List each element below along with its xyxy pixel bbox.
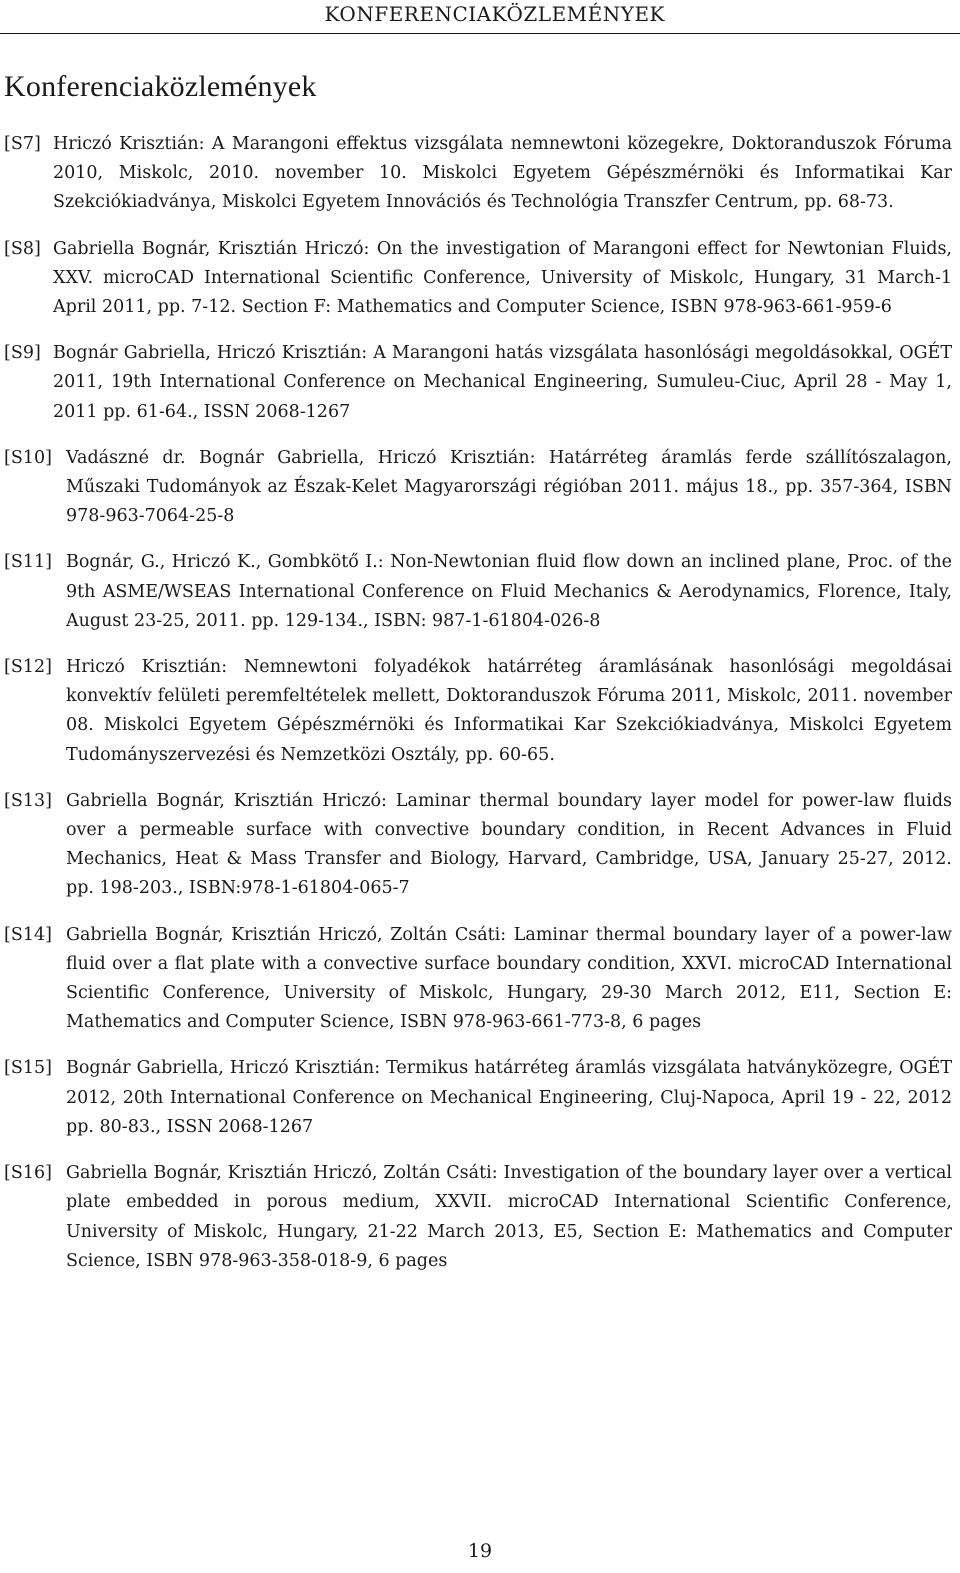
- reference-text: Hriczó Krisztián: Nemnewtoni folyadékok határréteg áramlásának hasonlósági megoldásai konvektív felületi peremfeltételek mellett, Doktoranduszok Fóruma 2011, Miskolc, 2011. november 08. Miskolci Egyetem Gépészmérnöki és Informatikai Kar Szekciókiadványa, Miskolci Egyetem Tudományszervezési és Nemzetközi Osztály, pp. 60-65.: [66, 657, 952, 765]
- reference-s16: [4, 1159, 952, 1276]
- running-header: KONFERENCIAKÖZLEMÉNYEK: [324, 2, 665, 26]
- reference-s15: [4, 1054, 952, 1142]
- reference-s9: [4, 339, 952, 427]
- reference-label: [S10]: [4, 447, 52, 468]
- reference-s10: [4, 444, 952, 532]
- reference-text: Gabriella Bognár, Krisztián Hriczó, Zoltán Csáti: Laminar thermal boundary layer of a power-law fluid over a flat plate with a convective surface boundary condition, XXVI. microCAD International Scientific Conference, University of Miskolc, Hungary, 29-30 March 2012, E11, Section E: Mathematics and Computer Science, ISBN 978-963-661-773-8, 6 pages: [66, 924, 952, 1033]
- section-title: Konferenciaközlemények: [4, 70, 317, 103]
- reference-text: Hriczó Krisztián: A Marangoni effektus vizsgálata nemnewtoni közegekre, Doktoranduszok Fóruma 2010, Miskolc, 2010. november 10. Miskolci Egyetem Gépészmérnöki és Informatikai Kar Szekciókiadványa, Miskolci Egyetem Innovációs és Technológia Transzfer Centrum, pp. 68-73.: [53, 134, 952, 213]
- reference-label: [S13]: [4, 790, 52, 811]
- reference-label: [S11]: [4, 552, 52, 573]
- reference-s12: [4, 653, 952, 770]
- page-number: 19: [467, 1540, 493, 1562]
- reference-text: Bognár Gabriella, Hriczó Krisztián: A Marangoni hatás vizsgálata hasonlósági megoldásokkal, OGÉT 2011, 19th International Conference on Mechanical Engineering, Sumuleu-Ciuc, April 28 - May 1, 2011 pp. 61-64., ISSN 2068-1267: [53, 343, 952, 422]
- reference-label: [S9]: [4, 343, 41, 364]
- header-rule: [0, 33, 960, 34]
- reference-label: [S8]: [4, 238, 41, 259]
- reference-s14: [4, 921, 952, 1038]
- reference-text: Bognár, G., Hriczó K., Gombkötő I.: Non-Newtonian fluid flow down an inclined plane, Proc. of the 9th ASME/WSEAS International Conference on Fluid Mechanics & Aerodynamics, Florence, Italy, August 23-25, 2011. pp. 129-134., ISBN: 987-1-61804-026-8: [66, 552, 952, 631]
- reference-text: Gabriella Bognár, Krisztián Hriczó, Zoltán Csáti: Investigation of the boundary layer over a vertical plate embedded in porous medium, XXVII. microCAD International Scientific Conference, University of Miskolc, Hungary, 21-22 March 2013, E5, Section E: Mathematics and Computer Science, ISBN 978-963-358-018-9, 6 pages: [66, 1163, 952, 1271]
- reference-label: [S7]: [4, 134, 41, 154]
- reference-list: [4, 130, 952, 1293]
- reference-s7: [4, 130, 952, 218]
- reference-text: Vadászné dr. Bognár Gabriella, Hriczó Krisztián: Határréteg áramlás ferde szállítószalagon, Műszaki Tudományok az Észak-Kelet Magyarországi régióban 2011. május 18., pp. 357-364, ISBN 978-963-7064-25-8: [66, 447, 952, 527]
- reference-text: Gabriella Bognár, Krisztián Hriczó: On the investigation of Marangoni effect for Newtonian Fluids, XXV. microCAD International Scientific Conference, University of Miskolc, Hungary, 31 March-1 April 2011, pp. 7-12. Section F: Mathematics and Computer Science, ISBN 978-963-661-959-6: [53, 238, 952, 318]
- reference-label: [S12]: [4, 657, 52, 678]
- reference-label: [S14]: [4, 924, 52, 945]
- reference-s13: [4, 787, 952, 904]
- reference-text: Bognár Gabriella, Hriczó Krisztián: Termikus határréteg áramlás vizsgálata hatványközegre, OGÉT 2012, 20th International Conference on Mechanical Engineering, Cluj-Napoca, April 19 - 22, 2012 pp. 80-83., ISSN 2068-1267: [66, 1058, 952, 1137]
- reference-text: Gabriella Bognár, Krisztián Hriczó: Laminar thermal boundary layer model for power-law fluids over a permeable surface with convective boundary condition, in Recent Advances in Fluid Mechanics, Heat & Mass Transfer and Biology, Harvard, Cambridge, USA, January 25-27, 2012. pp. 198-203., ISBN:978-1-61804-065-7: [66, 790, 952, 899]
- reference-label: [S16]: [4, 1163, 52, 1184]
- reference-label: [S15]: [4, 1058, 52, 1079]
- reference-s11: [4, 548, 952, 636]
- reference-s8: [4, 235, 952, 323]
